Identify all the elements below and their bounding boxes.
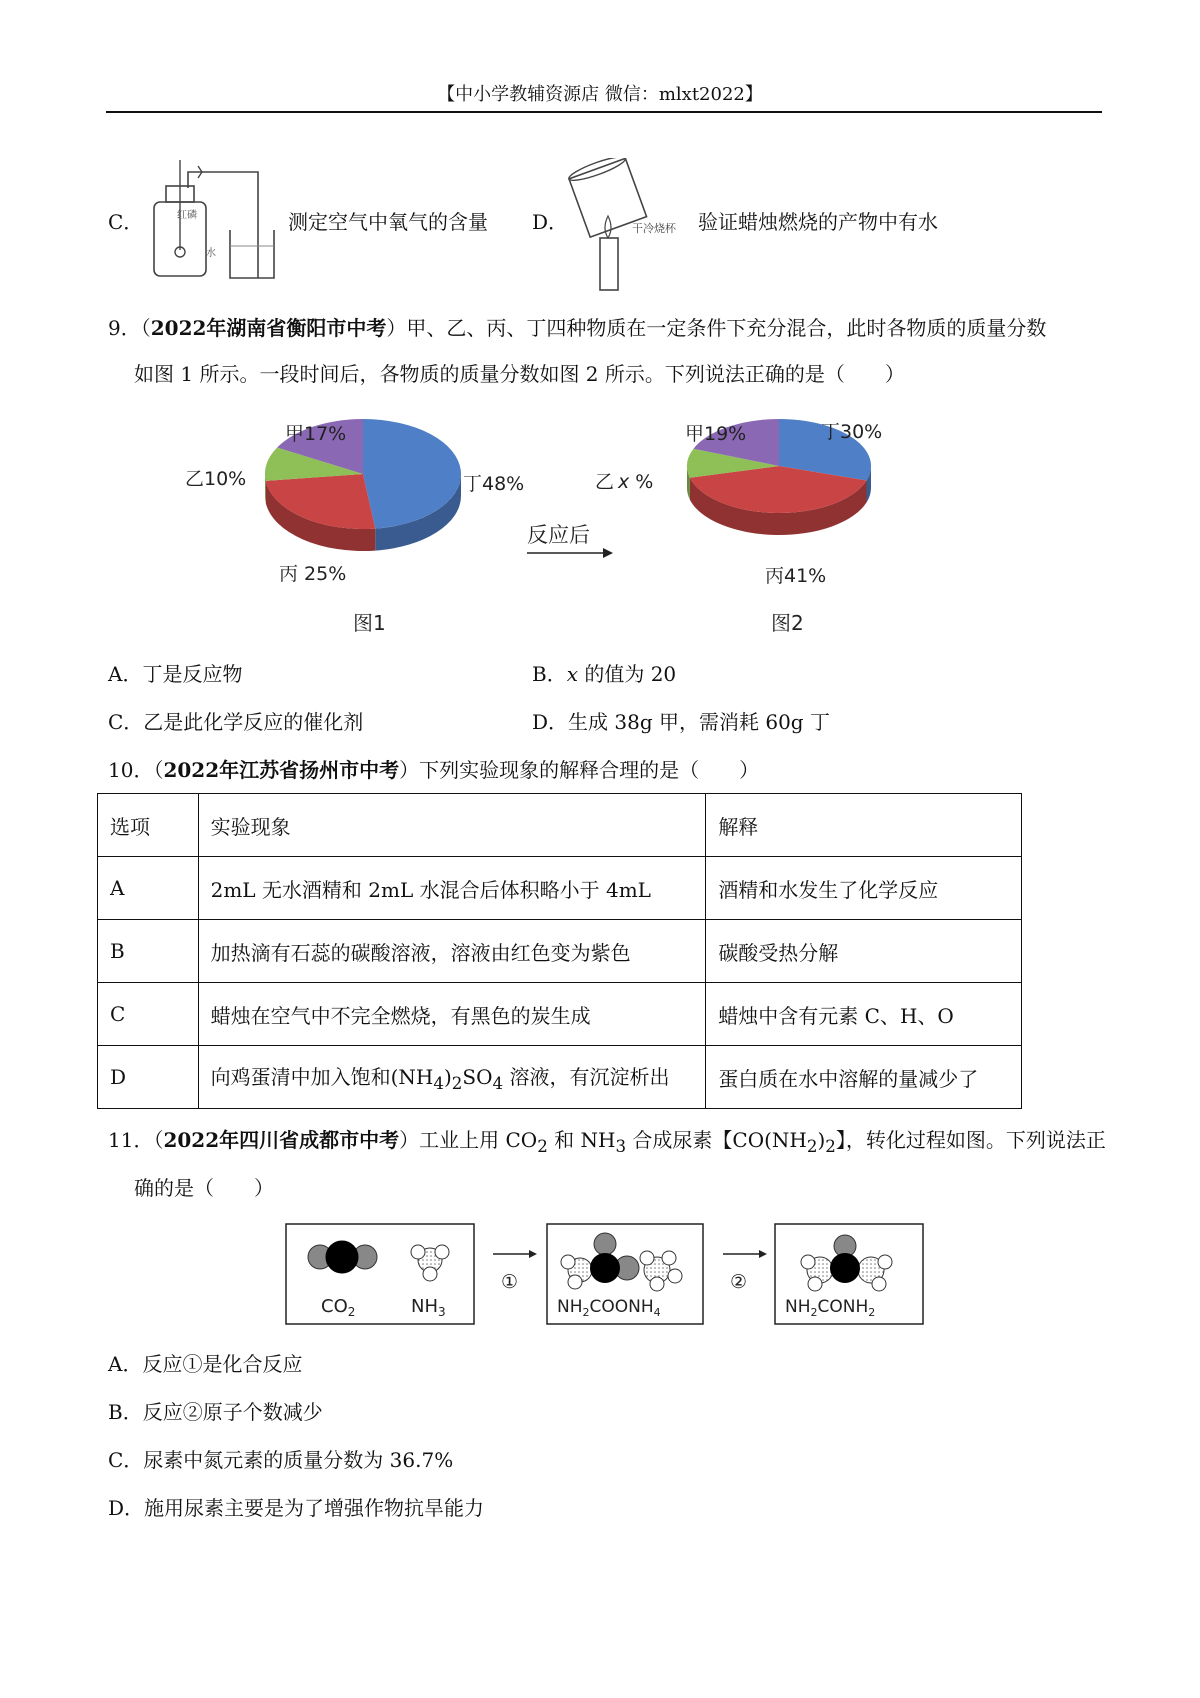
red-phosphorus-label: 红磷 <box>177 210 197 221</box>
q11-option-c: C．尿素中氮元素的质量分数为 36.7% <box>108 1448 454 1472</box>
ammonium-carbamate-formula: $NH_2COONH_4$ <box>557 1297 661 1319</box>
q11-option-a: A．反应①是化合反应 <box>108 1352 303 1376</box>
q9-pie-figures <box>175 408 935 648</box>
nh3-formula: $NH_3$ <box>411 1296 446 1319</box>
q9-stem-line2: 如图 1 所示。一段时间后，各物质的质量分数如图 2 所示。下列说法正确的是（ ） <box>134 362 905 386</box>
fig1-label-bing: 丙 25% <box>279 563 347 585</box>
q8-option-d-letter: D． <box>532 210 569 234</box>
table-cell: D <box>98 1046 199 1109</box>
table-cell: B <box>98 920 199 983</box>
cold-beaker-label: 干冷烧杯 <box>632 222 676 235</box>
fig1-label-ding: 丁48% <box>463 473 525 495</box>
fig2-label-yi: 乙 x % <box>595 471 654 493</box>
fig2-label-bing: 丙41% <box>765 565 827 587</box>
water-label: 水 <box>206 248 216 259</box>
table-cell: 蜡烛中含有元素 C、H、O <box>706 983 1022 1046</box>
carbon-atom <box>326 1241 358 1273</box>
table-row <box>98 983 1022 1046</box>
fig2-caption: 图2 <box>771 611 804 635</box>
fig1-label-yi: 乙10% <box>185 468 247 490</box>
urea-synthesis-diagram <box>285 1222 925 1330</box>
table-cell: 蜡烛在空气中不完全燃烧，有黑色的炭生成 <box>198 983 706 1046</box>
reaction-arrow-head <box>603 548 613 558</box>
reaction-arrow-label: 反应后 <box>527 523 590 547</box>
q9-option-c: C．乙是此化学反应的催化剂 <box>108 710 364 734</box>
table-cell: 蛋白质在水中溶解的量减少了 <box>706 1046 1022 1109</box>
table-header-row <box>98 794 1022 857</box>
reactants-box <box>286 1224 474 1324</box>
table-cell: 向鸡蛋清中加入饱和$(NH_4)_2SO_4$ 溶液，有沉淀析出 <box>198 1046 706 1109</box>
experiment-table <box>97 793 1022 1109</box>
table-cell: 加热滴有石蕊的碳酸溶液，溶液由红色变为紫色 <box>198 920 706 983</box>
candle-beaker-figure <box>560 158 700 293</box>
table-row <box>98 920 1022 983</box>
step2-label: ② <box>730 1271 748 1293</box>
header-cell-explanation: 解释 <box>706 794 1022 857</box>
q9-option-d: D．生成 38g 甲，需消耗 60g 丁 <box>532 710 830 734</box>
q11-option-d: D．施用尿素主要是为了增强作物抗旱能力 <box>108 1496 485 1520</box>
header-rule <box>106 111 1102 113</box>
q9-option-a: A．丁是反应物 <box>108 662 243 686</box>
fig1-label-jia: 甲17% <box>285 423 347 445</box>
table-cell: C <box>98 983 199 1046</box>
oxygen-apparatus-figure <box>140 160 280 282</box>
table-cell: 2mL 无水酒精和 2mL 水混合后体积略小于 4mL <box>198 857 706 920</box>
header-cell-option: 选项 <box>98 794 199 857</box>
q8-option-c-letter: C． <box>108 210 144 234</box>
fig1-caption: 图1 <box>353 611 386 635</box>
fig2-label-jia: 甲19% <box>685 423 747 445</box>
page-header: 【中小学教辅资源店 微信：mlxt2022】 <box>437 84 763 105</box>
q9-option-b: B．x 的值为 20 <box>532 662 677 686</box>
q9-stem-line1: 9．（2022年湖南省衡阳市中考）甲、乙、丙、丁四种物质在一定条件下充分混合，此时各物质的质量分数 <box>108 316 1047 340</box>
co2-formula: $CO_2$ <box>321 1296 356 1319</box>
table-cell: A <box>98 857 199 920</box>
urea-formula: $NH_2CONH_2$ <box>785 1297 876 1319</box>
q10-stem: 10．（2022年江苏省扬州市中考）下列实验现象的解释合理的是（ ） <box>108 758 760 782</box>
header-cell-phenomenon: 实验现象 <box>198 794 706 857</box>
table-row <box>98 857 1022 920</box>
q11-stem-line1: 11．（2022年四川省成都市中考）工业上用 $CO_2$ 和 $NH_3$ 合成尿素【$CO(NH_2)_2$】，转化过程如图。下列说法正 <box>108 1128 1106 1156</box>
q8-option-d-text: 验证蜡烛燃烧的产物中有水 <box>698 210 938 234</box>
fig2-label-ding: 丁30% <box>821 421 883 443</box>
q11-stem-line2: 确的是（ ） <box>134 1176 274 1200</box>
table-row <box>98 1046 1022 1109</box>
table-cell: 碳酸受热分解 <box>706 920 1022 983</box>
q11-option-b: B．反应②原子个数减少 <box>108 1400 323 1424</box>
table-cell: 酒精和水发生了化学反应 <box>706 857 1022 920</box>
q8-option-c-text: 测定空气中氧气的含量 <box>288 210 488 234</box>
step1-label: ① <box>501 1271 519 1293</box>
